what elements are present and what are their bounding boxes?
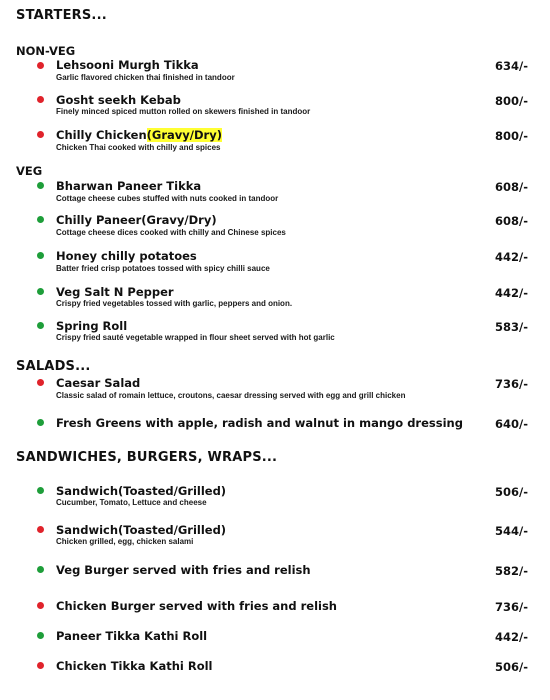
- menu-item-price: 640/-: [495, 417, 528, 431]
- menu-item-name: Lehsooni Murgh Tikka: [56, 58, 199, 72]
- menu-item-description: Cucumber, Tomato, Lettuce and cheese: [56, 498, 207, 507]
- menu-item-description: Cottage cheese cubes stuffed with nuts cooked in tandoor: [56, 194, 279, 203]
- menu-item-description: Garlic flavored chicken thai finished in tandoor: [56, 73, 235, 82]
- menu-item-price: 800/-: [495, 129, 528, 143]
- menu-item-price: 506/-: [495, 660, 528, 674]
- menu-item-name: Sandwich(Toasted/Grilled): [56, 523, 227, 537]
- menu-item-description: Chicken grilled, egg, chicken salami: [56, 537, 194, 546]
- subsection-nonveg: NON-VEG: [16, 44, 76, 58]
- section-salads: SALADS...: [16, 359, 91, 374]
- menu-item-name: Chilly Paneer(Gravy/Dry): [56, 213, 217, 227]
- menu-item-name: Veg Burger served with fries and relish: [56, 563, 311, 577]
- section-starters: STARTERS...: [16, 8, 107, 23]
- veg-dot-icon: [37, 216, 44, 223]
- menu-item-name: Caesar Salad: [56, 376, 141, 390]
- menu-item-name-text: Chilly Chicken: [56, 128, 147, 142]
- menu-item-name: Veg Salt N Pepper: [56, 285, 174, 299]
- veg-dot-icon: [37, 487, 44, 494]
- menu-item-description: Batter fried crisp potatoes tossed with spicy chilli sauce: [56, 264, 270, 273]
- menu-item-name: Chicken Burger served with fries and relish: [56, 599, 337, 613]
- veg-dot-icon: [37, 566, 44, 573]
- menu-item-description: Crispy fried sauté vegetable wrapped in flour sheet served with hot garlic: [56, 333, 335, 342]
- veg-dot-icon: [37, 252, 44, 259]
- menu-item-description: Classic salad of romain lettuce, croutons, caesar dressing served with egg and grill chicken: [56, 391, 406, 400]
- menu-item-description: Finely minced spiced mutton rolled on skewers finished in tandoor: [56, 107, 311, 116]
- menu-item-price: 506/-: [495, 485, 528, 499]
- menu-item-name: Spring Roll: [56, 319, 128, 333]
- menu-item-price: 583/-: [495, 320, 528, 334]
- nonveg-dot-icon: [37, 62, 44, 69]
- menu-item-price: 582/-: [495, 564, 528, 578]
- subsection-veg: VEG: [16, 164, 43, 178]
- menu-item-description: Crispy fried vegetables tossed with garlic, peppers and onion.: [56, 299, 293, 308]
- menu-item-name: Bharwan Paneer Tikka: [56, 179, 202, 193]
- menu-item-price: 634/-: [495, 59, 528, 73]
- menu-item-price: 442/-: [495, 286, 528, 300]
- veg-dot-icon: [37, 632, 44, 639]
- menu-item-price: 442/-: [495, 250, 528, 264]
- menu-item-price: 736/-: [495, 600, 528, 614]
- menu-item-name: Sandwich(Toasted/Grilled): [56, 484, 227, 498]
- menu-item-price: 442/-: [495, 630, 528, 644]
- menu-item-name: [56, 128, 222, 142]
- menu-item-price: 736/-: [495, 377, 528, 391]
- nonveg-dot-icon: [37, 602, 44, 609]
- menu-item-name-highlight: (Gravy/Dry): [146, 128, 222, 142]
- nonveg-dot-icon: [37, 96, 44, 103]
- veg-dot-icon: [37, 322, 44, 329]
- nonveg-dot-icon: [37, 131, 44, 138]
- nonveg-dot-icon: [37, 379, 44, 386]
- veg-dot-icon: [37, 288, 44, 295]
- menu-item-description: Cottage cheese dices cooked with chilly and Chinese spices: [56, 228, 286, 237]
- menu-item-name: Paneer Tikka Kathi Roll: [56, 629, 208, 643]
- nonveg-dot-icon: [37, 526, 44, 533]
- menu-item-price: 608/-: [495, 180, 528, 194]
- menu-item-name: Honey chilly potatoes: [56, 249, 197, 263]
- menu-item-name: Gosht seekh Kebab: [56, 93, 181, 107]
- veg-dot-icon: [37, 182, 44, 189]
- menu-item-price: 608/-: [495, 214, 528, 228]
- menu-item-name: Chicken Tikka Kathi Roll: [56, 659, 213, 673]
- menu-item-name: Fresh Greens with apple, radish and walnut in mango dressing: [56, 416, 463, 430]
- section-sandwiches: SANDWICHES, BURGERS, WRAPS...: [16, 450, 278, 465]
- menu-item-price: 544/-: [495, 524, 528, 538]
- menu-item-price: 800/-: [495, 94, 528, 108]
- veg-dot-icon: [37, 419, 44, 426]
- menu-item-description: Chicken Thai cooked with chilly and spices: [56, 143, 221, 152]
- nonveg-dot-icon: [37, 662, 44, 669]
